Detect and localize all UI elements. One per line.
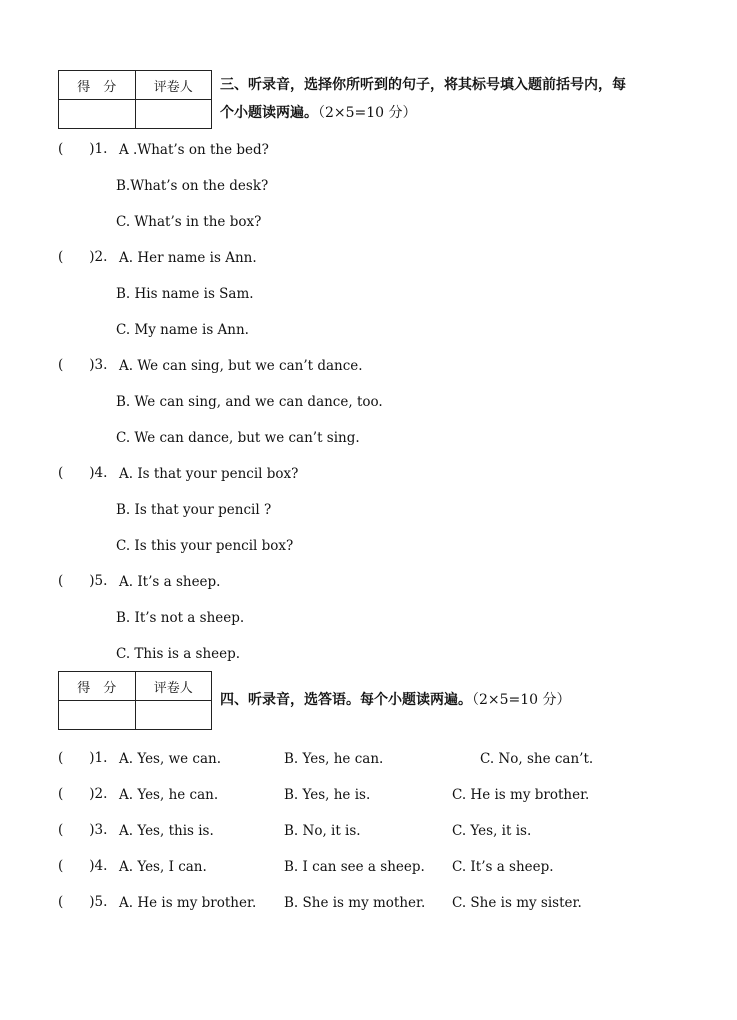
answer-bracket[interactable] xyxy=(58,894,107,910)
section4-title-text: 四、听录音，选答语。每个小题读两遍。 xyxy=(220,692,472,708)
option-a: A. Yes, he can. xyxy=(119,787,219,803)
option-a: A .What’s on the bed? xyxy=(119,142,269,158)
question-number: )5. xyxy=(89,573,108,589)
option-b: B. His name is Sam. xyxy=(116,286,254,302)
section3-title-line2 xyxy=(220,99,690,127)
section3-title-cont: 个小题读两遍。 xyxy=(220,105,318,121)
score-header: 得 分 xyxy=(59,672,136,701)
option-a: A. Is that your pencil box? xyxy=(119,466,299,482)
answer-bracket[interactable] xyxy=(58,786,107,802)
paren-open: ( xyxy=(58,858,64,874)
answer-bracket[interactable] xyxy=(58,357,107,373)
question-number: )1. xyxy=(89,750,108,766)
option-b: B.What’s on the desk? xyxy=(116,178,269,194)
option-a: A. Yes, this is. xyxy=(119,823,214,839)
option-c: C. Is this your pencil box? xyxy=(116,538,294,554)
option-a: A. Yes, we can. xyxy=(119,751,222,767)
question-number: )4. xyxy=(89,465,108,481)
score-cell[interactable] xyxy=(59,100,136,129)
paren-open: ( xyxy=(58,822,64,838)
section4-points: （2×5=10 分） xyxy=(472,692,571,708)
answer-bracket[interactable] xyxy=(58,465,107,481)
option-b: B. I can see a sheep. xyxy=(284,859,425,875)
option-c: C. This is a sheep. xyxy=(116,646,241,662)
option-b: B. No, it is. xyxy=(284,823,361,839)
option-a: A. He is my brother. xyxy=(119,895,257,911)
paren-open: ( xyxy=(58,249,64,265)
section3-points: （2×5=10 分） xyxy=(318,105,417,121)
question-number: )2. xyxy=(89,786,108,802)
section3-title-line1: 三、听录音，选择你所听到的句子，将其标号填入题前括号内，每 xyxy=(220,77,626,93)
option-c: C. We can dance, but we can’t sing. xyxy=(116,430,360,446)
answer-bracket[interactable] xyxy=(58,249,107,265)
question-number: )1. xyxy=(89,141,108,157)
score-header: 得 分 xyxy=(59,71,136,100)
score-table-section3 xyxy=(58,70,212,129)
option-c: C. It’s a sheep. xyxy=(452,859,554,875)
score-cell[interactable] xyxy=(59,701,136,730)
option-a: A. Yes, I can. xyxy=(119,859,207,875)
question-number: )3. xyxy=(89,822,108,838)
option-c: C. Yes, it is. xyxy=(452,823,532,839)
paren-open: ( xyxy=(58,141,64,157)
paren-open: ( xyxy=(58,750,64,766)
section3-title xyxy=(220,71,690,127)
option-c: C. She is my sister. xyxy=(452,895,582,911)
answer-bracket[interactable] xyxy=(58,822,107,838)
option-c: C. What’s in the box? xyxy=(116,214,262,230)
question-number: )3. xyxy=(89,357,108,373)
question-number: )4. xyxy=(89,858,108,874)
paren-open: ( xyxy=(58,894,64,910)
option-b: B. She is my mother. xyxy=(284,895,426,911)
option-a: A. We can sing, but we can’t dance. xyxy=(119,358,363,374)
option-b: B. Is that your pencil ? xyxy=(116,502,272,518)
option-b: B. It’s not a sheep. xyxy=(116,610,245,626)
question-number: )5. xyxy=(89,894,108,910)
question-number: )2. xyxy=(89,249,108,265)
option-b: B. We can sing, and we can dance, too. xyxy=(116,394,383,410)
answer-bracket[interactable] xyxy=(58,858,107,874)
paren-open: ( xyxy=(58,573,64,589)
option-a: A. It’s a sheep. xyxy=(119,574,221,590)
option-a: A. Her name is Ann. xyxy=(119,250,257,266)
option-c: C. He is my brother. xyxy=(452,787,590,803)
answer-bracket[interactable] xyxy=(58,750,107,766)
option-c: C. No, she can’t. xyxy=(480,751,594,767)
grader-cell[interactable] xyxy=(135,701,212,730)
grader-header: 评卷人 xyxy=(135,71,212,100)
section4-title xyxy=(220,686,690,714)
option-b: B. Yes, he is. xyxy=(284,787,371,803)
paren-open: ( xyxy=(58,357,64,373)
paren-open: ( xyxy=(58,465,64,481)
answer-bracket[interactable] xyxy=(58,141,107,157)
option-b: B. Yes, he can. xyxy=(284,751,384,767)
option-c: C. My name is Ann. xyxy=(116,322,249,338)
paren-open: ( xyxy=(58,786,64,802)
answer-bracket[interactable] xyxy=(58,573,107,589)
grader-header: 评卷人 xyxy=(135,672,212,701)
score-table-section4 xyxy=(58,671,212,730)
grader-cell[interactable] xyxy=(135,100,212,129)
